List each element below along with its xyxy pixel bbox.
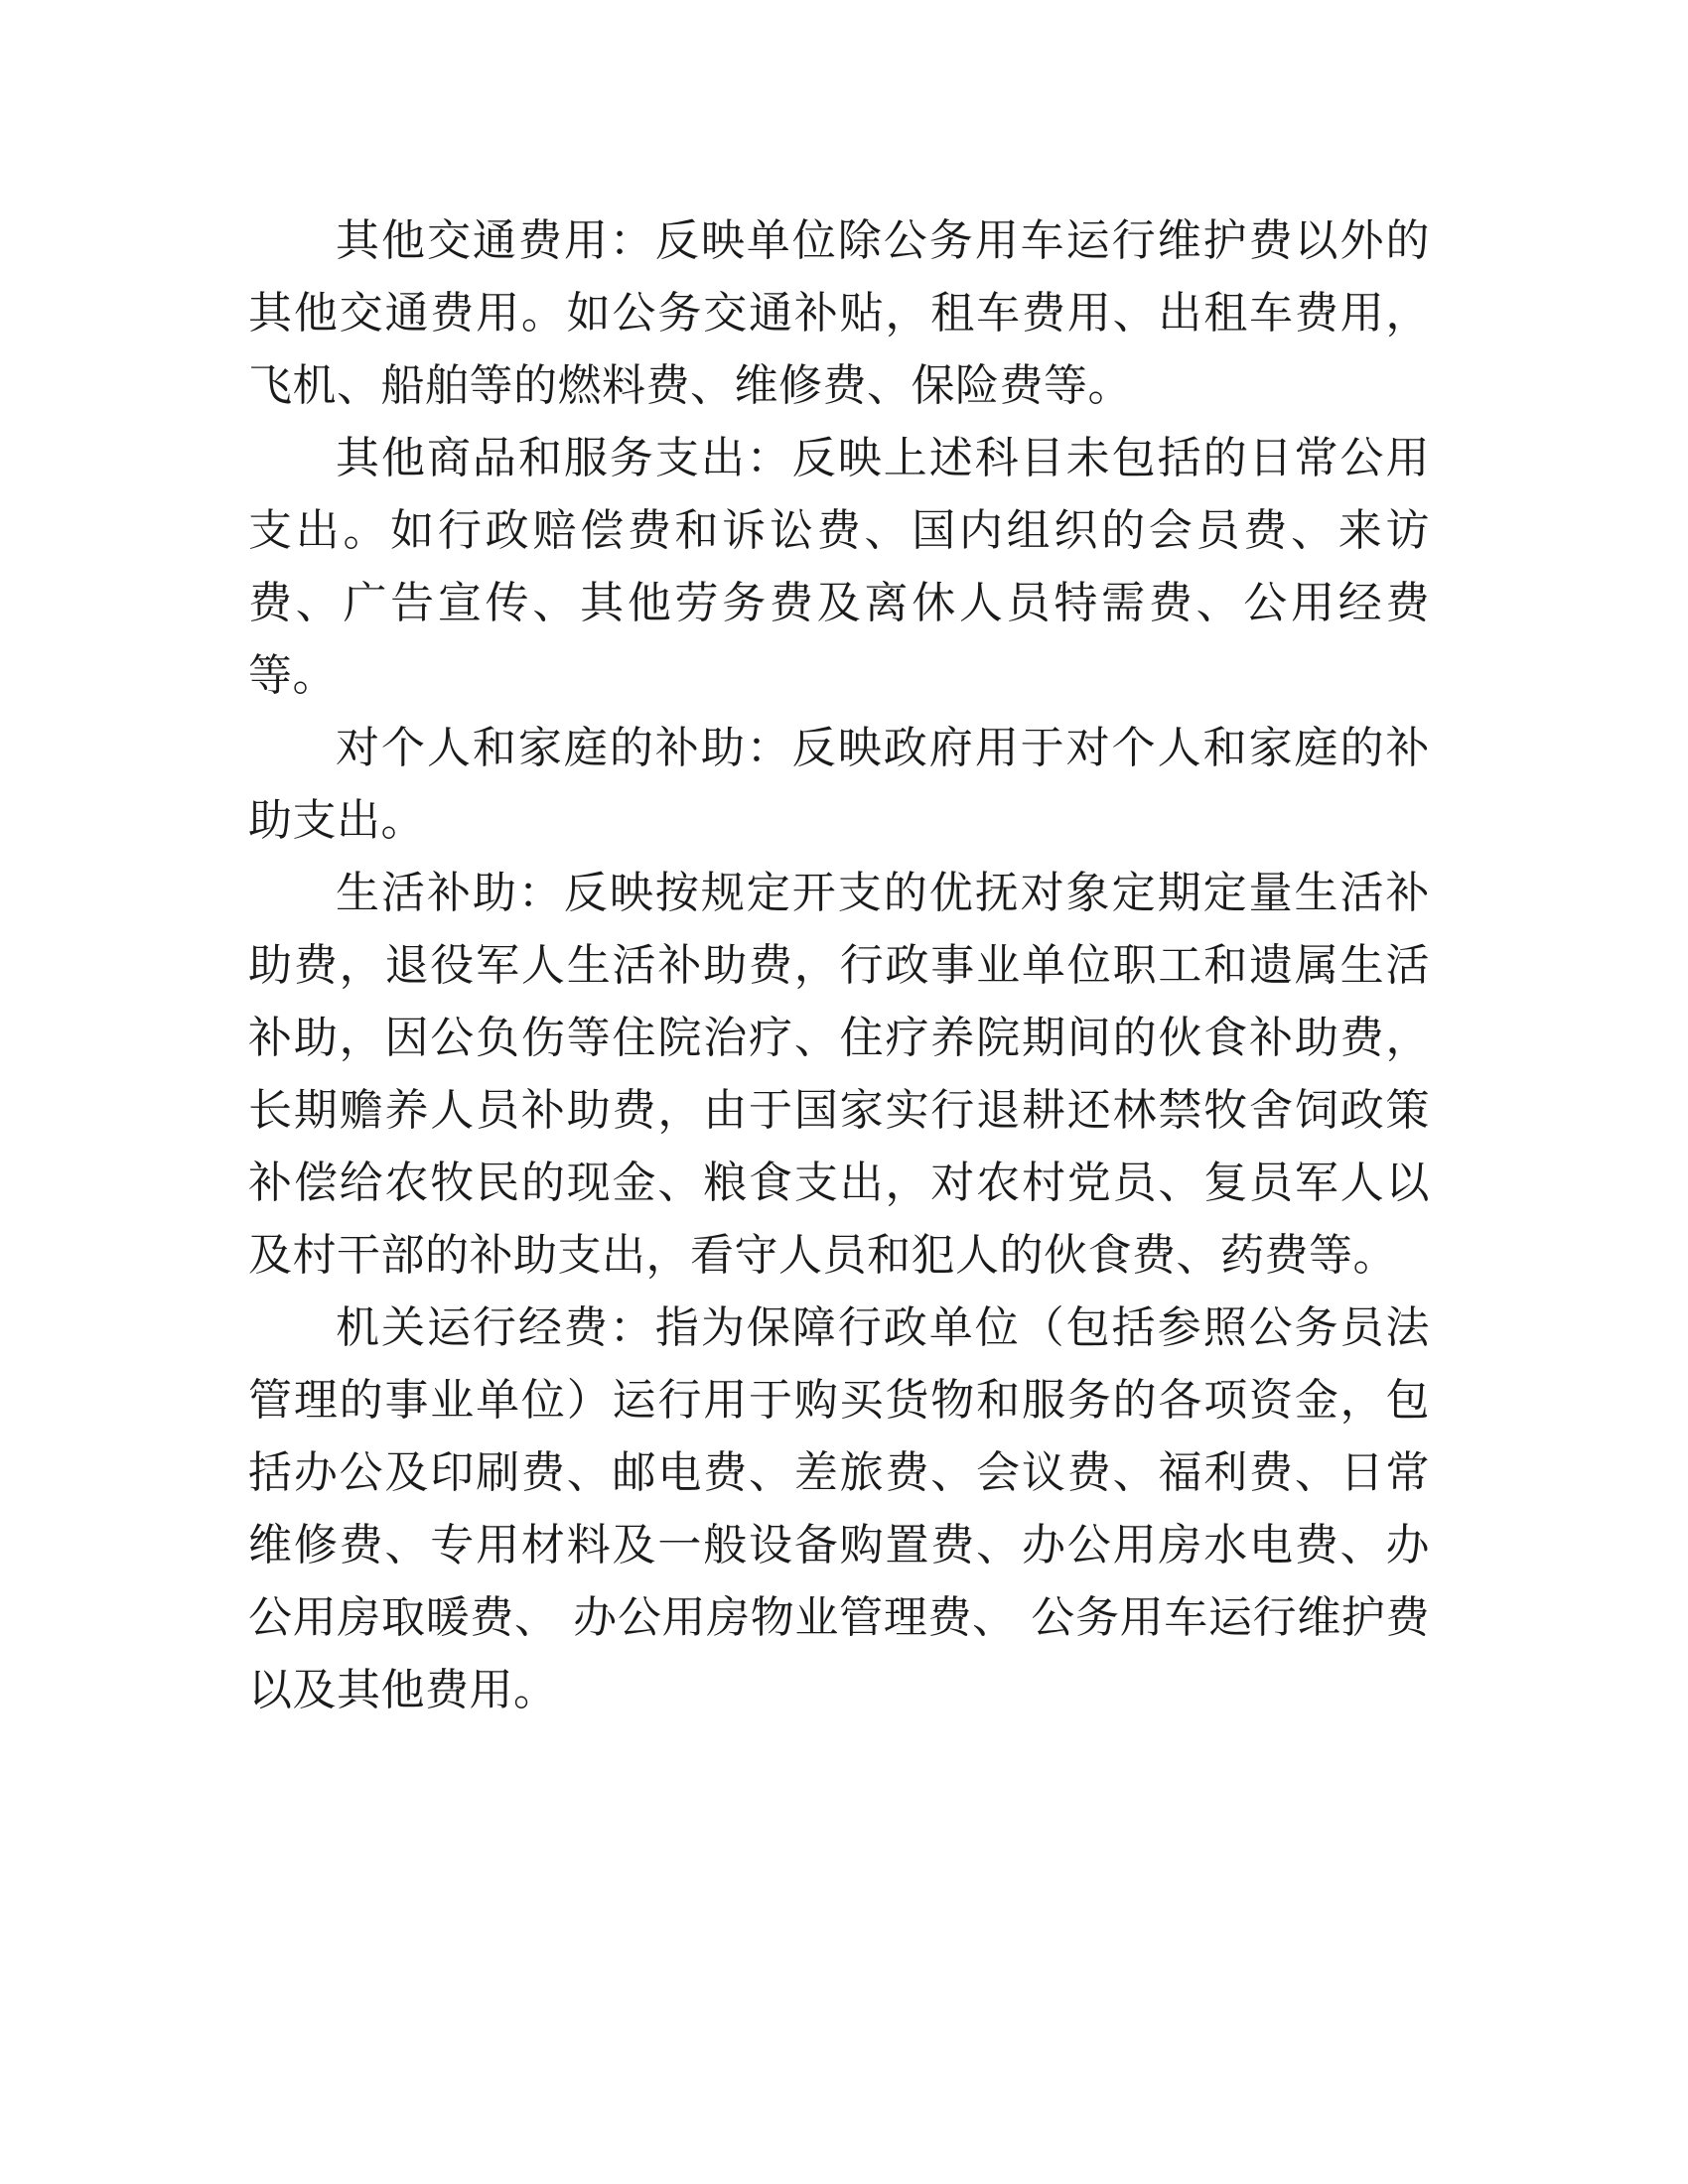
paragraph-individual-family-subsidy: 对个人和家庭的补助：反映政府用于对个人和家庭的补助支出。 — [248, 723, 1430, 846]
paragraph-agency-operating-funds: 机关运行经费：指为保障行政单位（包括参照公务员法管理的事业单位）运行用于购买货物和服务的各项资金，包括办公及印刷费、邮电费、差旅费、会议费、福利费、日常维修费、专用材料及一般设备购置费、办公用房水电费、办公用房取暖费、 办公用房物业管理费、 公务用车运行维护费以及其他费用。 — [248, 1302, 1430, 1715]
paragraph-living-subsidy: 生活补助：反映按规定开支的优抚对象定期定量生活补助费，退役军人生活补助费，行政事业单位职工和遗属生活补助，因公负伤等住院治疗、住疗养院期间的伙食补助费，长期赡养人员补助费，由于国家实行退耕还林禁牧舍饲政策补偿给农牧民的现金、粮食支出，对农村党员、复员军人以及村干部的补助支出，看守人员和犯人的伙食费、药费等。 — [248, 868, 1430, 1281]
paragraph-other-transport-costs: 其他交通费用：反映单位除公务用车运行维护费以外的其他交通费用。如公务交通补贴，租车费用、出租车费用，飞机、船舶等的燃料费、维修费、保险费等。 — [248, 215, 1430, 411]
paragraph-other-goods-services: 其他商品和服务支出：反映上述科目未包括的日常公用支出。如行政赔偿费和诉讼费、国内组织的会员费、来访费、广告宣传、其他劳务费及离休人员特需费、公用经费等。 — [248, 433, 1430, 701]
document-body — [248, 205, 1430, 1726]
